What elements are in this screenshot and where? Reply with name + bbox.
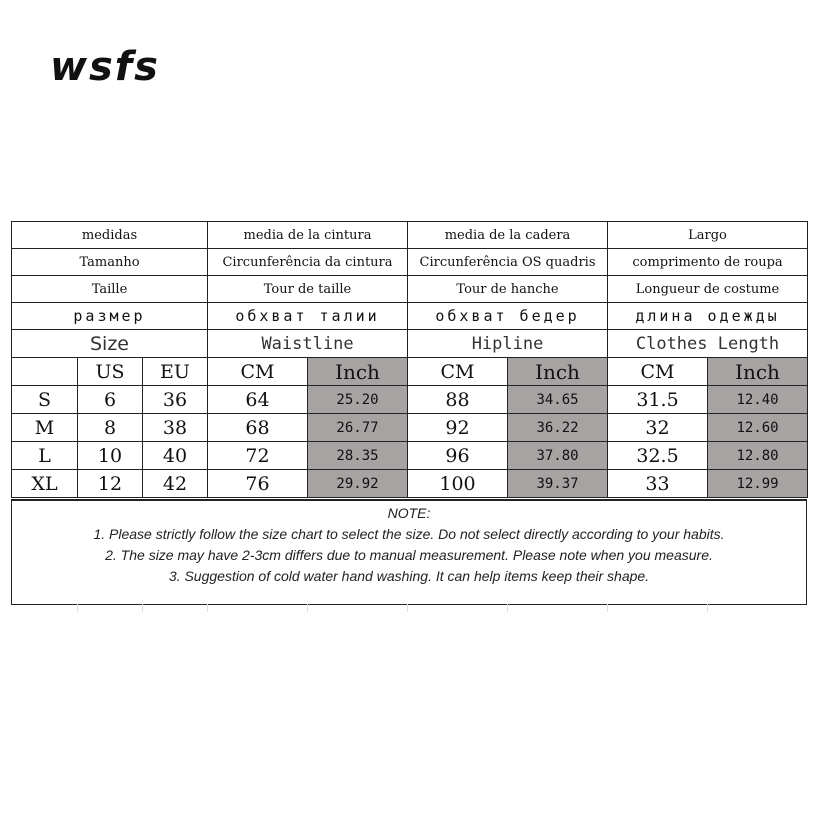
waist-cm-cell: 72 [208,442,308,470]
hipline-header: Hipline [408,330,608,358]
lang-length-label: длина одежды [608,303,808,330]
table-row [12,470,808,498]
gridline-remnant [207,604,208,612]
us-size-cell: 6 [78,386,143,414]
size-chart-table [11,221,808,498]
eu-size-cell: 36 [143,386,208,414]
waist-cm-cell: 68 [208,414,308,442]
note-line: 2. The size may have 2-3cm differs due to manual measurement. Please note when you measure. [105,547,713,563]
gridline-remnant [407,604,408,612]
gridline-remnant [607,604,608,612]
units-row [12,358,808,386]
note-title: NOTE: [387,505,431,521]
lang-length-label: comprimento de roupa [608,249,808,276]
note-line: 3. Suggestion of cold water hand washing. It can help items keep their shape. [168,568,650,584]
eu-size-cell: 42 [143,470,208,498]
hip-inch-cell: 36.22 [508,414,608,442]
lang-size-label: Tamanho [12,249,208,276]
gridline-remnant [307,604,308,612]
table-gridline-remnants [11,604,807,612]
length-inch-cell: 12.99 [708,470,808,498]
lang-length-label: Largo [608,222,808,249]
size-cell: M [12,414,78,442]
lang-waist-label: Circunferência da cintura [208,249,408,276]
table-row [12,414,808,442]
lang-size-label: размер [12,303,208,330]
length-cm-cell: 31.5 [608,386,708,414]
lang-hip-label: Circunferência OS quadris [408,249,608,276]
gridline-remnant [707,604,708,612]
us-size-cell: 10 [78,442,143,470]
lang-hip-label: Tour de hanche [408,276,608,303]
waist-inch-cell: 29.92 [308,470,408,498]
lang-waist-label: обхват талии [208,303,408,330]
length-inch-header: Inch [708,358,808,386]
brand-logo: wsfs [50,44,160,90]
waist-cm-cell: 76 [208,470,308,498]
lang-length-label: Longueur de costume [608,276,808,303]
length-cm-cell: 32 [608,414,708,442]
lang-row-russian [12,303,808,330]
length-inch-cell: 12.40 [708,386,808,414]
hip-inch-cell: 37.80 [508,442,608,470]
hip-cm-cell: 92 [408,414,508,442]
waistline-header: Waistline [208,330,408,358]
hip-cm-cell: 100 [408,470,508,498]
us-size-cell: 12 [78,470,143,498]
gridline-remnant [142,604,143,612]
waist-cm-header: CM [208,358,308,386]
waist-inch-cell: 28.35 [308,442,408,470]
lang-hip-label: обхват бедер [408,303,608,330]
eu-size-cell: 38 [143,414,208,442]
lang-hip-label: media de la cadera [408,222,608,249]
waist-inch-header: Inch [308,358,408,386]
eu-unit-header: EU [143,358,208,386]
notes-box [11,499,807,605]
note-line: 1. Please strictly follow the size chart to select the size. Do not select directly according to your habits. [93,526,725,542]
lang-size-label: Taille [12,276,208,303]
clothes-length-header: Clothes Length [608,330,808,358]
hip-inch-cell: 39.37 [508,470,608,498]
lang-row-portuguese [12,249,808,276]
hip-cm-cell: 88 [408,386,508,414]
length-cm-cell: 32.5 [608,442,708,470]
waist-inch-cell: 26.77 [308,414,408,442]
gridline-remnant [507,604,508,612]
hip-inch-cell: 34.65 [508,386,608,414]
table-row [12,442,808,470]
length-cm-header: CM [608,358,708,386]
hip-cm-cell: 96 [408,442,508,470]
size-cell: S [12,386,78,414]
table-row [12,386,808,414]
hip-cm-header: CM [408,358,508,386]
waist-cm-cell: 64 [208,386,308,414]
gridline-remnant [77,604,78,612]
hip-inch-header: Inch [508,358,608,386]
us-unit-header: US [78,358,143,386]
length-inch-cell: 12.80 [708,442,808,470]
eu-size-cell: 40 [143,442,208,470]
length-inch-cell: 12.60 [708,414,808,442]
size-cell: L [12,442,78,470]
size-header: Size [12,330,208,358]
lang-waist-label: Tour de taille [208,276,408,303]
size-cell: XL [12,470,78,498]
waist-inch-cell: 25.20 [308,386,408,414]
lang-row-french [12,276,808,303]
header-row [12,330,808,358]
lang-waist-label: media de la cintura [208,222,408,249]
us-size-cell: 8 [78,414,143,442]
lang-size-label: medidas [12,222,208,249]
blank-cell [12,358,78,386]
length-cm-cell: 33 [608,470,708,498]
lang-row-spanish [12,222,808,249]
